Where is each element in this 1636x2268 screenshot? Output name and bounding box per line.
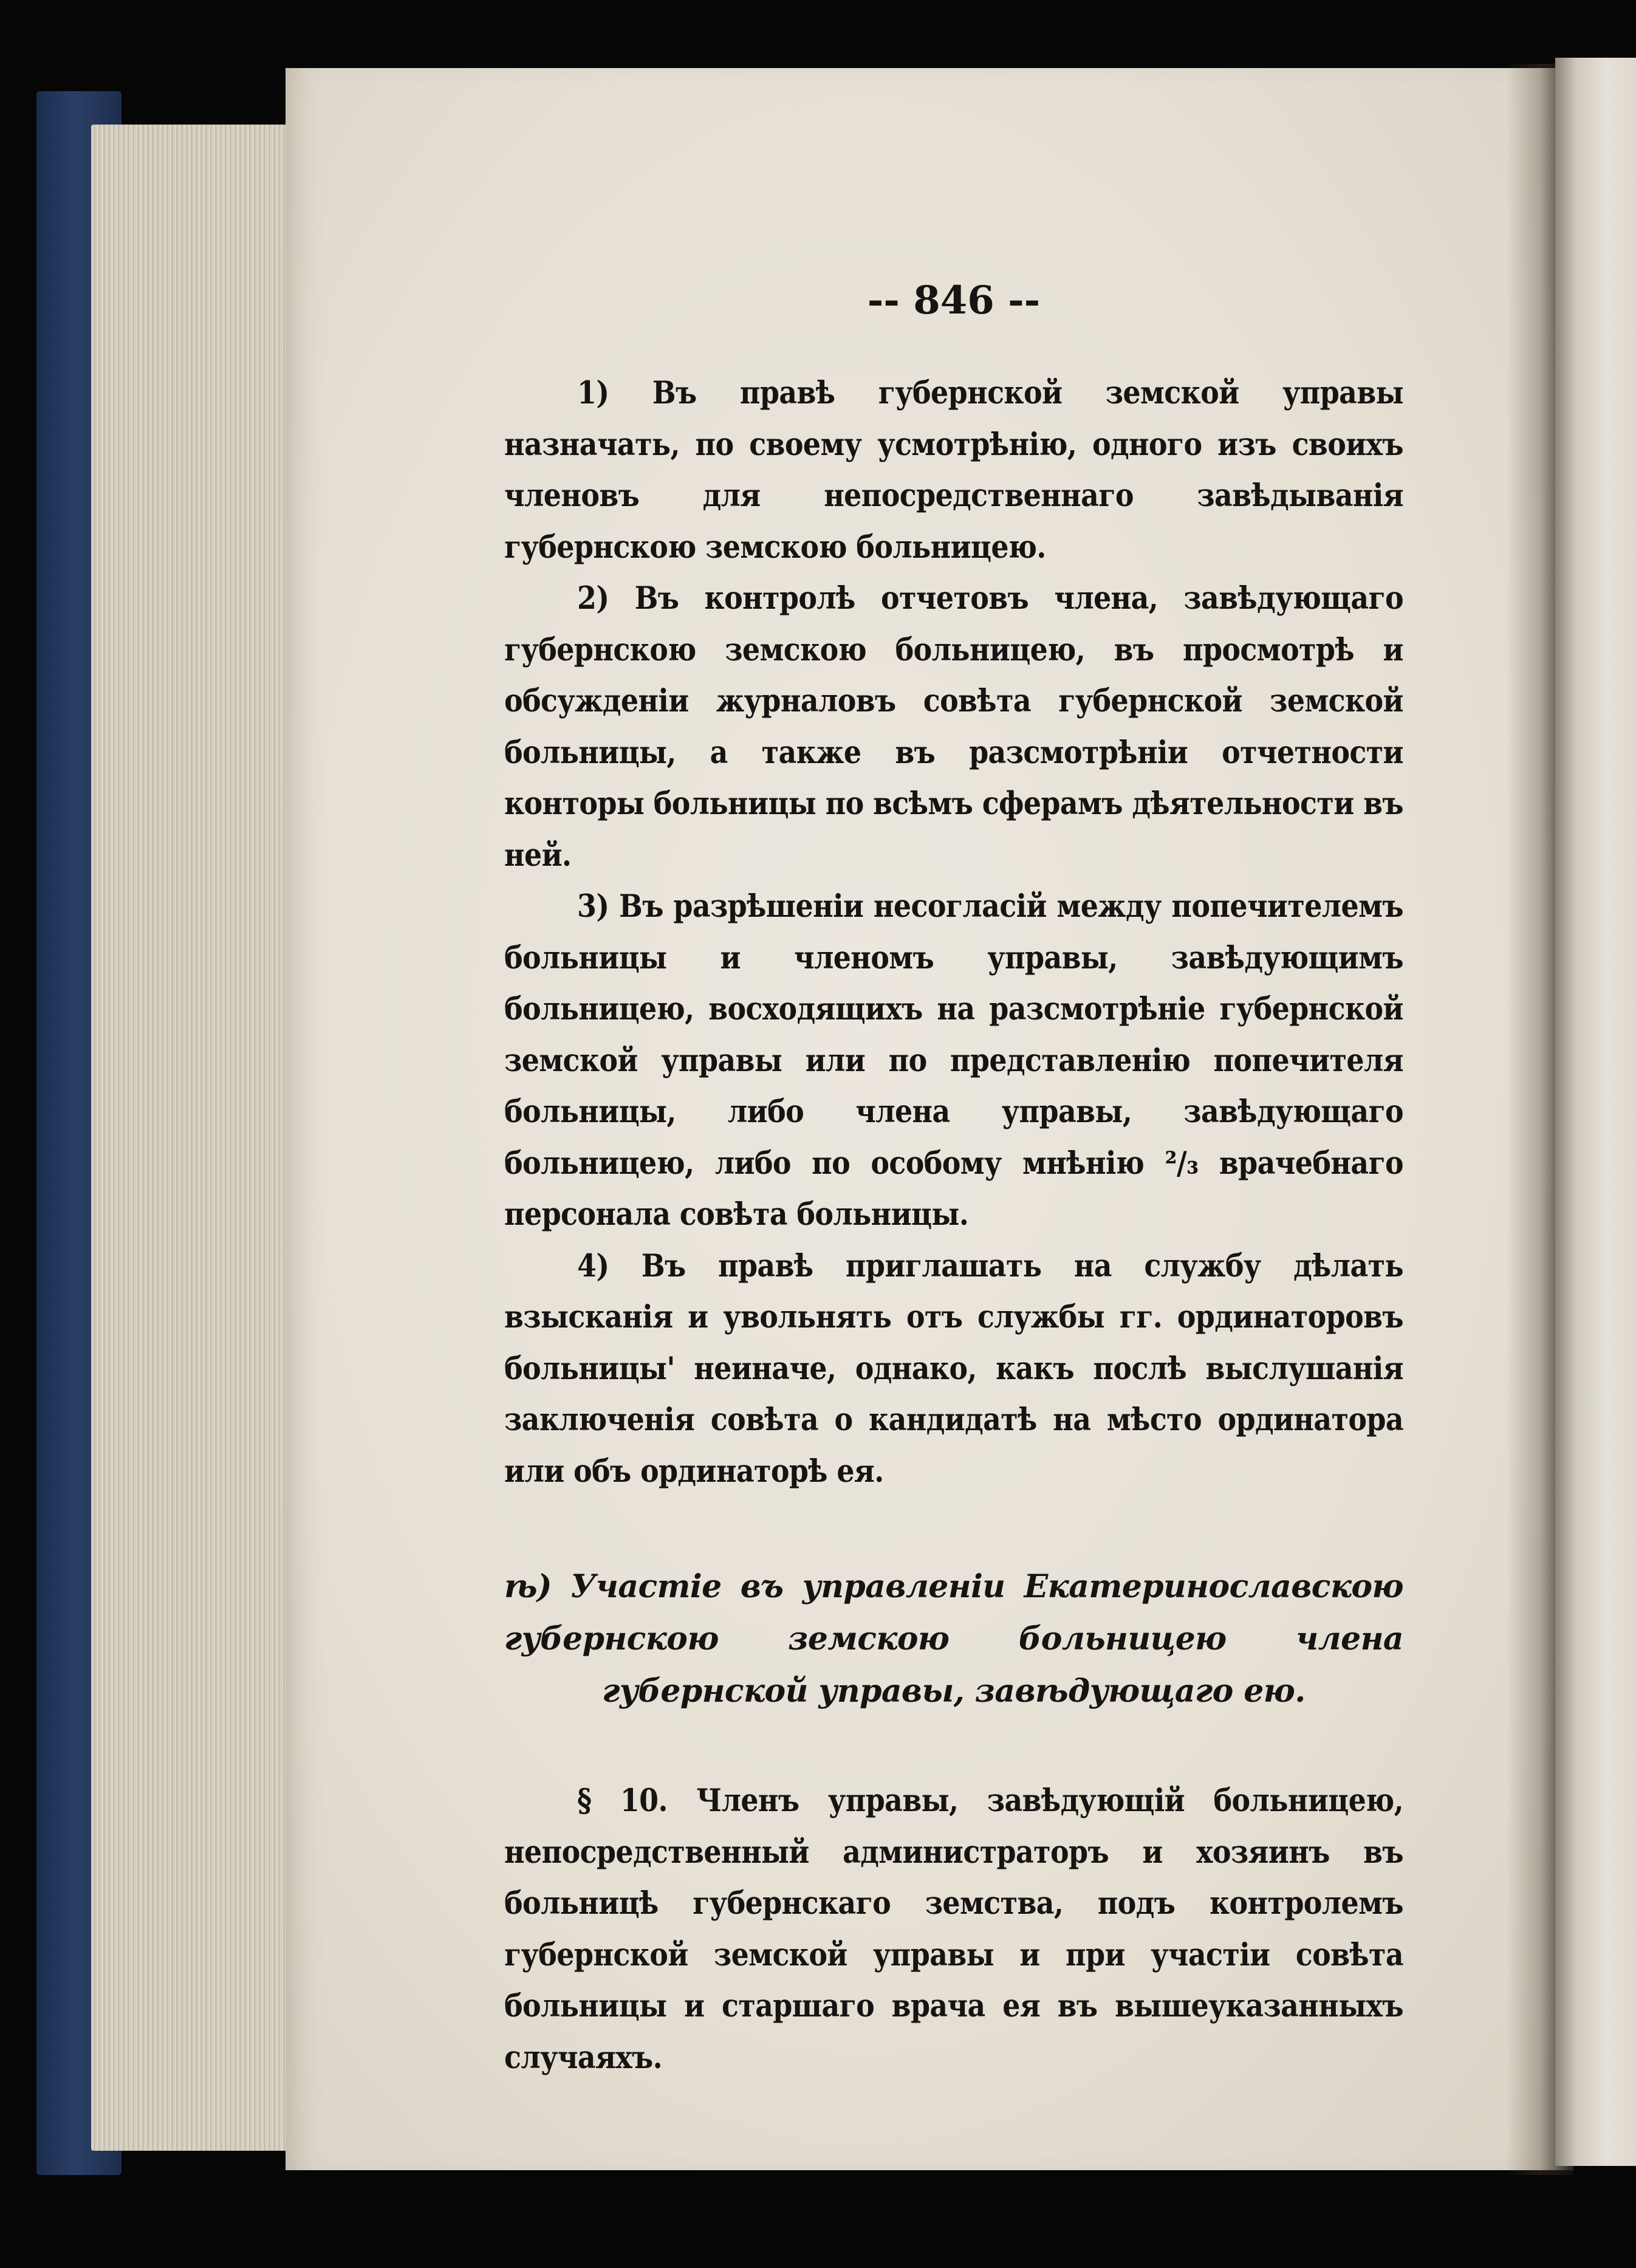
page-block-edge — [91, 125, 298, 2151]
paragraph-2: 2) Въ контролѣ отчетовъ члена, завѣдующаго губернскою земскою больницею, въ просмотрѣ и обсужденіи журналовъ совѣта губернской земской больницы, а также въ разсмотрѣніи отчетности конторы больницы по всѣмъ сферамъ дѣятельности въ ней. — [504, 580, 1403, 874]
facing-page — [1555, 58, 1636, 2166]
paragraph-1: 1) Въ правѣ губернской земской управы назначать, по своему усмотрѣнію, одного изъ своихъ членовъ для непосредственнаго завѣдыванія губернскою земскою больницею. — [504, 375, 1403, 566]
section-paragraph: § 10. Членъ управы, завѣдующій больницею, непосредственный администраторъ и хозяинъ въ больницѣ губернскаго земства, подъ контролемъ губернской земской управы и при участіи совѣта больницы и старшаго врача ея въ вышеуказанныхъ случаяхъ. — [504, 1783, 1403, 2076]
paragraph-3: 3) Въ разрѣшеніи несогласій между попечителемъ больницы и членомъ управы, завѣдующимъ больницею, восходящихъ на разсмотрѣніе губернской земской управы или по представленію попечителя больницы, либо члена управы, завѣдующаго больницею, либо по особому мнѣнію ²/₃ врачебнаго персонала совѣта больницы. — [504, 888, 1403, 1233]
page-text — [504, 276, 1403, 2083]
section-heading: ѣ) Участіе въ управленіи Екатеринославскою губернскою земскою больницею члена губернской управы, завѣдующаго ею. — [504, 1568, 1403, 1710]
paragraph-4: 4) Въ правѣ приглашать на службу дѣлать взысканія и увольнять отъ службы гг. ординаторовъ больницы' неиначе, однако, какъ послѣ выслушанія заключенія совѣта о кандидатѣ на мѣсто ординатора или объ ординаторѣ ея. — [504, 1247, 1403, 1490]
page-number: -- 846 -- — [867, 278, 1041, 323]
